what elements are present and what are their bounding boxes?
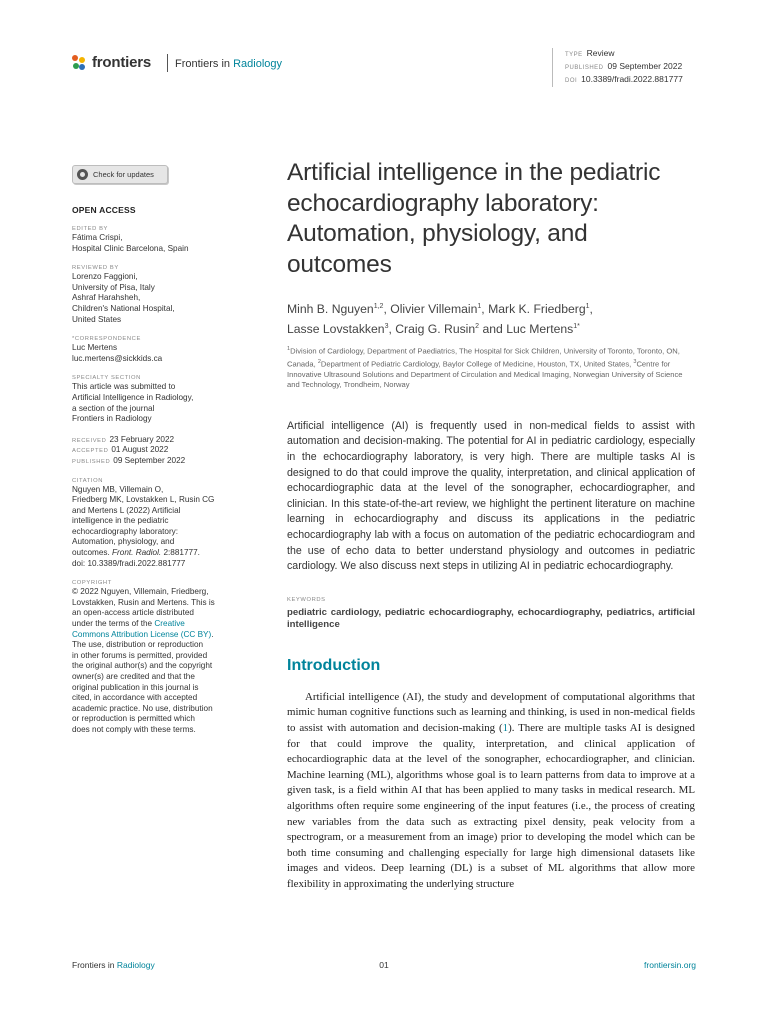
affiliation-marker: 3	[633, 359, 637, 366]
author-affiliation-marker: 2	[475, 323, 480, 331]
affiliation-marker: 1	[287, 346, 291, 353]
logo-wordmark: frontiers	[92, 54, 152, 71]
author-affiliation-marker: 3	[384, 323, 389, 331]
meta-doi[interactable]: DOI 10.3389/fradi.2022.881777	[565, 74, 683, 84]
page-header	[72, 48, 696, 84]
accepted-date: ACCEPTED 01 August 2022	[72, 445, 169, 455]
author-name[interactable]: Craig G. Rusin	[395, 322, 476, 337]
citation-text: Nguyen MB, Villemain O, Friedberg MK, Lovstakken L, Rusin CG and Mertens L (2022) Artificial intelligence in the pediatric echocardiography laboratory: Automation, physiology, and outcomes. Front. Radiol. 2:881777. doi: 10.3389/fradi.2022.881777	[72, 484, 215, 568]
author-affiliation-marker: 1,2	[373, 303, 384, 310]
affiliation-text: Division of Cardiology, Department of Paediatrics, The Hospital for Sick Children, University of Toronto, Toronto, ON, Canada,	[287, 346, 680, 369]
page-number: 01	[379, 960, 389, 970]
correspondence-section: *CORRESPONDENCE Luc Mertens luc.mertens@sickkids.ca	[72, 336, 163, 363]
author-affiliation-marker: 1	[477, 303, 482, 310]
affiliation-text: Department of Pediatric Cardiology, Baylor College of Medicine, Houston, TX, United States,	[320, 359, 634, 369]
check-for-updates-button[interactable]	[72, 165, 168, 184]
article-title: Artificial intelligence in the pediatric echocardiography laboratory: Automation, physiology, and outcomes	[287, 159, 661, 278]
reviewed-by-section: REVIEWED BY Lorenzo Faggioni, University of Pisa, Italy Ashraf Harahsheh, Children's National Hospital, United States	[72, 265, 175, 324]
footer-journal[interactable]: Frontiers in Radiology	[72, 960, 155, 970]
license-link[interactable]: Creative Commons Attribution License (CC BY)	[72, 619, 212, 639]
header-divider	[167, 54, 168, 72]
page-footer	[72, 960, 696, 974]
copyright-text: © 2022 Nguyen, Villemain, Friedberg, Lovstakken, Rusin and Mertens. This is an open-access article distributed under the terms of the Creative Commons Attribution License (CC BY). The use, distribution or reproduction in other forums is permitted, provided the original author(s) and the copyright owner(s) are credited and that the original publication in this journal is cited, in accordance with accepted academic practice. No use, distribution or reproduction is permitted which does not comply with these terms.	[72, 587, 215, 734]
introduction-paragraph: Artificial intelligence (AI), the study and development of computational algorithms that mimic human cognitive functions such as learning and thinking, is used in non-medical fields to assist with automation and decision-making (1). There are multiple tasks AI is designed for that could improve the quality, interpretation, and clinical application of echocardiographic data at the level of the sonographer, echocardiographer, and clinician. Machine learning (ML), algorithms whose goal is to learn patterns from data to improve at a given task, is a field within AI that has been applied to many tasks in medical research. ML algorithms often require some engineering of the input features (i.e., the process of creating new variables from the data such as extracting pixel density, peak velocity from a spectrogram, or a measurement from an image) prior to developing the model which can be both time consuming and challenging especially for large high dimensional datasets like images and videos. Deep learning (DL) is a subset of ML algorithms that allow more flexibility in approximating the underlying structure	[287, 690, 695, 890]
journal-title: Radiology	[233, 58, 283, 70]
keywords: pediatric cardiology, pediatric echocardiography, echocardiography, pediatrics, artificial intelligence	[287, 606, 695, 630]
affiliation-marker: 2	[317, 359, 321, 366]
copyright-section: COPYRIGHT © 2022 Nguyen, Villemain, Friedberg, Lovstakken, Rusin and Mertens. This is an open-access article distributed under the terms of the Creative Commons Attribution License (CC BY). The use, distribution or reproduction in other forums is permitted, provided the original author(s) and the copyright owner(s) are credited and that the original publication in this journal is cited, in accordance with accepted academic practice. No use, distribution or reproduction is permitted which does not comply with these terms.	[72, 579, 232, 735]
dates-section	[72, 435, 232, 467]
footer-site-link[interactable]: frontiersin.org	[644, 960, 696, 970]
frontiers-logo-icon	[72, 55, 88, 71]
journal-name[interactable]	[175, 58, 282, 70]
affiliation-text: Centre for Innovative Ultrasound Solutions and Department of Circulation and Medical Imaging, Norwegian University of Science and Technology, Trondheim, Norway	[287, 359, 683, 390]
open-access-label: OPEN ACCESS	[72, 205, 136, 215]
check-updates-label: Check for updates	[93, 170, 154, 179]
author-list: Minh B. Nguyen$^{1,2}$, Olivier Villemain$^1$, Mark K. Friedberg$^1$, Lasse Lovstakken$^3$, Craig G. Rusin$^2$ and Luc Mertens$^{1*}$	[287, 302, 593, 337]
author-name[interactable]: Mark K. Friedberg	[488, 302, 586, 317]
edited-by-section: EDITED BY Fátima Crispi, Hospital Clinic Barcelona, Spain	[72, 226, 189, 253]
meta-type: TYPE Review	[565, 48, 615, 58]
section-heading-introduction: Introduction	[287, 656, 381, 674]
author-name[interactable]: Lasse Lovstakken	[287, 322, 385, 337]
keywords-label: KEYWORDS	[287, 596, 326, 603]
author-affiliation-marker: 1*	[573, 323, 580, 331]
article-meta	[552, 48, 702, 87]
update-check-icon	[77, 169, 88, 180]
author-name[interactable]: Luc Mertens	[506, 322, 574, 337]
author-name[interactable]: Olivier Villemain	[390, 302, 478, 317]
reference-link[interactable]: 1	[502, 721, 509, 734]
abstract: Artificial intelligence (AI) is frequently used in non-medical fields to assist with automation and decision-making. The potential for AI in pediatric cardiology, especially in the echocardiography laboratory, is very high. There are multiple tasks AI is designed to do that could improve the quality, interpretation, and clinical application of echocardiographic data at the level of the sonographer, echocardiographer, and clinician. In this state-of-the-art review, we highlight the pertinent literature on machine learning in echocardiography and discuss its applications in the pediatric echocardiography lab with a focus on automation of the pediatric echocardiogram and the use of echo data to better understand physiology and outcomes in pediatric cardiology. We also discuss next steps in utilizing AI in pediatric echocardiography.	[287, 419, 695, 573]
author-name[interactable]: Minh B. Nguyen	[287, 302, 374, 317]
author-affiliation-marker: 1	[585, 303, 590, 310]
journal-prefix: Frontiers in	[175, 58, 231, 70]
article-sidebar	[72, 165, 232, 736]
meta-published: PUBLISHED 09 September 2022	[565, 61, 683, 71]
specialty-section: SPECIALTY SECTION This article was submitted to Artificial Intelligence in Radiology, a section of the journal Frontiers in Radiology	[72, 375, 194, 424]
frontiers-logo[interactable]	[72, 54, 151, 71]
published-date: PUBLISHED 09 September 2022	[72, 455, 186, 465]
received-date: RECEIVED 23 February 2022	[72, 434, 175, 444]
article-main	[287, 158, 695, 892]
citation-section: CITATION Nguyen MB, Villemain O, Friedberg MK, Lovstakken L, Rusin CG and Mertens L (2022) Artificial intelligence in the pediatric echocardiography laboratory: Automation, physiology, and outcomes. Front. Radiol. 2:881777. doi: 10.3389/fradi.2022.881777	[72, 477, 232, 570]
affiliations	[287, 344, 695, 391]
